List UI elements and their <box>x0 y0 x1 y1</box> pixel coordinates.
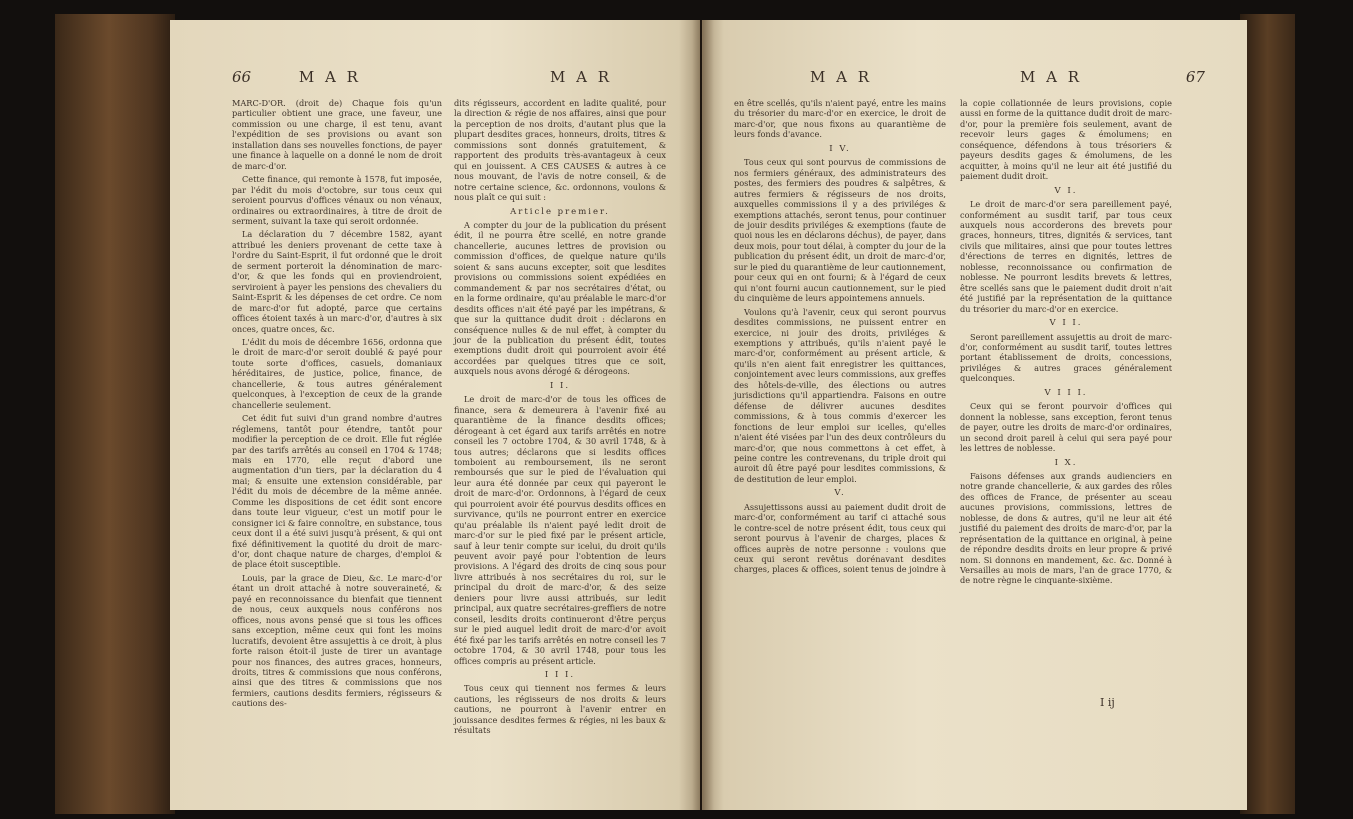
article-heading: V I I. <box>1049 318 1083 329</box>
left-page-column-2 <box>454 98 666 739</box>
paragraph: Le droit de marc-d'or de tous les offices de finance, sera & demeurera à l'avenir fixé au quarantième de la finance desdits offices; dérogeant à cet égard aux tarifs arrêtés en notre conseil les 7 octobre 1704, & 30 avril 1748, & à tous autres; déclarons que si lesdits offices tomboient au remboursement, ils ne seront remboursés que sur le pied de l'évaluation qui leur aura été donnée par ceux qui payeront le droit de marc-d'or. Ordonnons, à l'égard de ceux qui pourroient avoir été pourvus desdits offices en survivance, qu'ils ne pourront entrer en exercice qu'au préalable ils n'aient payé ledit droit de marc-d'or sur le pied fixé par le présent article, sauf à leur tenir compte sur icelui, du droit qu'ils peuvent avoir payé pour l'obtention de leurs provisions. A l'égard des droits de cinq sous pour livre attribués à nos secrétaires du roi, sur le principal du droit de marc-d'or, & des seize deniers pour livre aussi attribués, sur ledit principal, aux quatre secrétaires-greffiers de notre conseil, lesdits droits continueront d'être perçus sur le pied auquel ledit droit de marc-d'or avoit été fixé par les tarifs arrêtés en notre conseil les 7 octobre 1704, & 30 avril 1748, pour tous les offices compris au présent article. <box>454 394 666 666</box>
article-heading: V. <box>834 488 846 499</box>
book-cover-left <box>55 14 175 814</box>
left-page-column-1 <box>232 98 442 712</box>
paragraph: en être scellés, qu'ils n'aient payé, entre les mains du trésorier du marc-d'or en exercice, le droit de marc-d'or, que nous fixons au quarantième de leurs fonds d'avance. <box>734 98 946 140</box>
article-heading: V I I I. <box>1044 387 1088 398</box>
right-page <box>702 20 1247 810</box>
right-page-column-1 <box>734 98 946 578</box>
paragraph: Cet édit fut suivi d'un grand nombre d'autres réglemens, tantôt pour étendre, tantôt pour modifier la perception de ce droit. Elle fut réglée par des tarifs arrêtés au conseil en 1704 & 1748; mais en 1770, elle reçut d'abord une augmentation d'un tiers, par la déclaration du 4 mai; & ensuite une extension considérable, par l'édit du mois de décembre de la même année. Comme les dispositions de cet édit sont encore dans toute leur vigueur, c'est un motif pour le consigner ici & faire connoître, en substance, tous ceux dont il a été suivi jusqu'à présent, & qui ont fixé définitivement la quotité du droit de marc-d'or, dont chaque nature de charges, d'emploi & de place étoit susceptible. <box>232 413 442 570</box>
article-heading: I I I. <box>544 670 576 681</box>
paragraph: Louis, par la grace de Dieu, &c. Le marc-d'or étant un droit attaché à notre souveraineté, & payé en reconnoissance du bienfait que tiennent de nous, ceux auxquels nous conférons nos offices, nous avons pensé que si tous les offices sans exception, même ceux qui font les moins lucratifs, devoient être assujettis à ce droit, à plus forte raison étoit-il juste de tirer un avantage pour nos finances, des autres graces, honneurs, droits, titres & commissions que nous conférons, ainsi que des titres & commissions que nos fermiers, cautions desdits fermiers, régisseurs & cautions des- <box>232 572 442 709</box>
signature-mark: I ij <box>1100 696 1115 709</box>
paragraph: Voulons qu'à l'avenir, ceux qui seront pourvus desdites commissions, ne puissent entrer en exercice, ni jouir des droits, priviléges & exemptions y attribués, qu'ils n'aient payé le marc-d'or, conformément au présent article, & qu'ils n'en aient fait enregistrer les quittances, conjointement avec leurs commissions, aux greffes des hôtels-de-ville, des élections ou autres jurisdictions qu'il appartiendra. Faisons en outre défense de délivrer aucunes desdites commissions, & à tous commis d'exercer les fonctions de leur emploi sur icelles, qu'elles n'aient été visées par l'un des deux contrôleurs du marc-d'or, que nous commettons à cet effet, à peine contre les contrevenans, du triple droit qui auroit dû être payé pour lesdites commissions, & de destitution de leur emploi. <box>734 306 946 484</box>
paragraph: la copie collationnée de leurs provisions, copie aussi en forme de la quittance dudit droit de marc-d'or, pour la première fois seulement, avant de recevoir leurs gages & émolumens; en conséquence, défendons à tous trésoriers & payeurs desdits gages & émolumens, de les acquitter, à moins qu'il ne leur ait été justifié du paiement dudit droit. <box>960 98 1172 182</box>
article-heading: Article premier. <box>510 206 610 217</box>
paragraph: MARC-D'OR. (droit de) Chaque fois qu'un particulier obtient une grace, une faveur, une commission ou une charge, il est tenu, avant l'expédition de ses provisions ou avant son installation dans ses nouvelles fonctions, de payer une finance à laquelle on a donné le nom de droit de marc-d'or. <box>232 98 442 171</box>
book-cover-right <box>1240 14 1295 814</box>
article-heading: I I. <box>549 380 571 391</box>
article-heading: V I. <box>1054 185 1078 196</box>
right-page-header-right <box>1020 68 1205 86</box>
left-page-number: 66 <box>232 68 252 86</box>
paragraph: Assujettissons aussi au paiement dudit droit de marc-d'or, conformément au tarif ci attaché sous le contre-scel de notre présent édit, tous ceux qui seront pourvus à l'avenir de charges, places & offices auprès de notre personne : voulons que ceux qui seront revêtus dorénavant desdites charges, places & offices, soient tenus de joindre à <box>734 501 946 575</box>
article-heading: I V. <box>829 143 851 154</box>
paragraph: La déclaration du 7 décembre 1582, ayant attribué les deniers provenant de cette taxe à l'ordre du Saint-Esprit, il fut ordonné que le droit de serment porteroit la dénomination de marc-d'or, & que les fonds qui en proviendroient, serviroient à payer les pensions des chevaliers du Saint-Esprit & les dépenses de cet ordre. Ce nom de marc-d'or fut adopté, parce que certains offices étoient taxés à un marc-d'or, d'autres à six onces, quatre onces, &c. <box>232 229 442 334</box>
paragraph: Faisons défenses aux grands audienciers en notre grande chancellerie, & aux gardes des rôles des offices de France, de présenter au sceau aucunes provisions, commissions, lettres de noblesse, de dons & autres, qu'il ne leur ait été justifié du paiement des droits de marc-d'or, par la représentation de la quittance en original, à peine de répondre desdits droits en leur propre & privé nom. Si donnons en mandement, &c. &c. Donné à Versailles au mois de mars, l'an de grace 1770, & de notre règne le cinquante-sixième. <box>960 470 1172 586</box>
paragraph: L'édit du mois de décembre 1656, ordonna que le droit de marc-d'or seroit doublé & payé pour toute sorte d'offices, casuels, domaniaux héréditaires, de justice, police, finance, de chancellerie, & tous autres généralement quelconques, à l'exception de ceux de la grande chancellerie seulement. <box>232 336 442 410</box>
book-gutter <box>692 20 714 810</box>
paragraph: Seront pareillement assujettis au droit de marc-d'or, conformément au susdit tarif, toutes lettres portant établissement de droits, concessions, priviléges & autres graces généralement quelconques. <box>960 331 1172 384</box>
paragraph: Le droit de marc-d'or sera pareillement payé, conformément au susdit tarif, par tous ceux auxquels nous accorderons des brevets pour graces, honneurs, titres, dignités & services, tant civils que militaires, ainsi que pour toutes lettres d'érections de terres en dignités, lettres de noblesse, reconnoissance ou confirmation de noblesse. Ne pourront lesdits brevets & lettres, être scellés sans que le paiement dudit droit n'ait été justifié par la représentation de la quittance du trésorier du marc-d'or en exercice. <box>960 199 1172 314</box>
left-running-head-right: M A R <box>550 68 613 86</box>
right-running-head: M A R <box>1020 68 1083 86</box>
right-page-number: 67 <box>1185 68 1205 86</box>
paragraph: Ceux qui se feront pourvoir d'offices qui donnent la noblesse, sans exception, feront tenus de payer, outre les droits de marc-d'or ordinaires, un second droit pareil à celui qui sera payé pour les lettres de noblesse. <box>960 401 1172 454</box>
paragraph: A compter du jour de la publication du présent édit, il ne pourra être scellé, en notre grande chancellerie, aucunes lettres de provision ou commission d'offices, de quelque nature qu'ils soient & sans aucuns excepter, soit que lesdites provisions ou commissions soient expédiées en commandement & par nos secrétaires d'état, ou en la forme ordinaire, qu'au préalable le marc-d'or desdits offices n'ait été payé par les impétrans, & que sur la quittance dudit droit : déclarons en conséquence nulles & de nul effet, à compter du jour de la publication du présent édit, toutes exemptions dudit droit qui pourroient avoir été accordées par quelques titres que ce soit, auxquels nous avons dérogé & dérogeons. <box>454 219 666 377</box>
paragraph: Tous ceux qui tiennent nos fermes & leurs cautions, les régisseurs de nos droits & leurs cautions, ne pourront à l'avenir entrer en jouissance desdites fermes & régies, ni les baux & résultats <box>454 683 666 736</box>
left-page <box>170 20 700 810</box>
left-running-head: M A R <box>298 68 361 86</box>
paragraph: Cette finance, qui remonte à 1578, fut imposée, par l'édit du mois d'octobre, sur tous ceux qui seroient pourvus d'offices vénaux ou non vénaux, ordinaires ou extraordinaires, à titre de droit de serment, suivant la taxe qui seroit ordonnée. <box>232 174 442 226</box>
article-heading: I X. <box>1054 457 1078 468</box>
right-page-column-2 <box>960 98 1172 589</box>
right-running-head-left: M A R <box>810 68 873 86</box>
paragraph: dits régisseurs, accordent en ladite qualité, pour la direction & régie de nos affaires, ainsi que pour la perception de nos droits, d'autant plus que la plupart desdites graces, honneurs, droits, titres & commissions sont donnés gratuitement, & rapportent des produits très-avantageux à ceux qui en jouissent. A CES CAUSES & autres à ce nous mouvant, de l'avis de notre conseil, & de notre certaine science, &c. ordonnons, voulons & nous plaît ce qui suit : <box>454 98 666 203</box>
paragraph: Tous ceux qui sont pourvus de commissions de nos fermiers généraux, des administrateurs des postes, des fermiers des poudres & salpêtres, & autres fermiers & régisseurs de nos droits, auxquelles commissions il y a des priviléges & exemptions attachés, seront tenus, pour continuer de jouir desdits priviléges & exemptions (faute de quoi nous les en déclarons déchus), de payer, dans deux mois, pour tout délai, à compter du jour de la publication du présent édit, un droit de marc-d'or, sur le pied du quarantième de leur cautionnement, pour ceux qui en ont fourni; & à l'égard de ceux qui n'ont fourni aucun cautionnement, sur le pied du cinquième de leurs appointemens annuels. <box>734 157 946 304</box>
left-page-header-left <box>232 68 361 86</box>
